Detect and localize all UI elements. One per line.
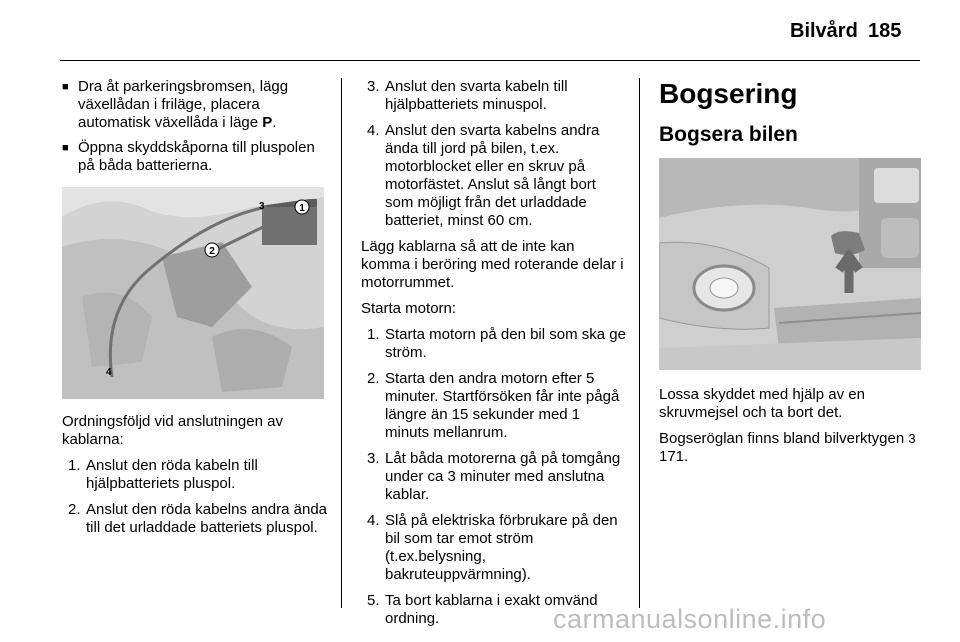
bullet-item bbox=[62, 78, 327, 132]
header-title: Bilvård bbox=[790, 20, 858, 42]
figure-label: 3 bbox=[259, 201, 265, 212]
watermark-text[interactable]: carmanualsonline.info bbox=[553, 604, 827, 634]
step-text: Anslut den svarta kabeln till hjälpbatteriets minuspol. bbox=[385, 78, 568, 113]
bullet-text: Dra åt parkeringsbromsen, lägg växellådan i friläge, placera automatisk växellåda i läge bbox=[78, 78, 289, 131]
bullet-text: Öppna skyddskåporna till pluspolen på båda batterierna. bbox=[78, 139, 315, 174]
step-text: Anslut den röda kabeln till hjälpbatteriets pluspol. bbox=[86, 457, 258, 492]
page-number: 185 bbox=[868, 20, 902, 42]
step-text: Ta bort kablarna i exakt omvänd ordning. bbox=[385, 592, 598, 627]
step-item bbox=[361, 512, 626, 584]
step-item bbox=[361, 122, 626, 230]
paragraph-text: Bogseröglan finns bland bilverktygen bbox=[659, 430, 909, 447]
bullet-item bbox=[62, 139, 327, 175]
paragraph: Lägg kablarna så att de inte kan komma i beröring med roterande delar i motorrummet. bbox=[361, 238, 624, 291]
step-text: Låt båda motorerna gå på tomgång under ca 3 minuter med anslutna kablar. bbox=[385, 450, 621, 503]
step-number: 1. bbox=[68, 457, 81, 474]
step-text: Starta motorn på den bil som ska ge ström. bbox=[385, 326, 626, 361]
figure-label: 2 bbox=[209, 246, 215, 257]
column-divider bbox=[639, 78, 640, 608]
column-2 bbox=[361, 78, 626, 636]
engine-bay-figure bbox=[62, 187, 324, 399]
step-number: 5. bbox=[367, 592, 380, 609]
paragraph bbox=[659, 430, 921, 466]
section-heading: Bogsering bbox=[659, 78, 798, 109]
step-text: Anslut den röda kabelns andra ända till det urladdade batteriets pluspol. bbox=[86, 501, 328, 536]
bold-text: P bbox=[262, 114, 273, 131]
column-divider bbox=[341, 78, 342, 608]
step-item bbox=[361, 370, 626, 442]
figure-label: 1 bbox=[299, 203, 305, 214]
step-number: 3. bbox=[367, 78, 380, 95]
header-divider bbox=[60, 60, 920, 61]
step-item bbox=[62, 457, 327, 493]
step-item bbox=[361, 450, 626, 504]
page-reference[interactable]: 171. bbox=[659, 448, 689, 465]
step-text: Starta den andra motorn efter 5 minuter. Startförsöken får inte pågå längre än 15 sekunder med 1 minuts mellanrum. bbox=[385, 370, 620, 441]
paragraph: Starta motorn: bbox=[361, 300, 457, 317]
step-item bbox=[62, 501, 327, 537]
subsection-heading: Bogsera bilen bbox=[659, 123, 798, 146]
step-number: 3. bbox=[367, 450, 380, 467]
step-number: 4. bbox=[367, 122, 380, 139]
step-number: 1. bbox=[367, 326, 380, 343]
step-number: 4. bbox=[367, 512, 380, 529]
step-number: 2. bbox=[68, 501, 81, 518]
step-text: Slå på elektriska förbrukare på den bil som tar emot ström (t.ex.belysning, bakruteuppvärmning). bbox=[385, 512, 618, 583]
column-3 bbox=[659, 78, 921, 474]
front-bumper-figure bbox=[659, 158, 921, 370]
step-item bbox=[361, 78, 626, 114]
paragraph: Lossa skyddet med hjälp av en skruvmejsel och ta bort det. bbox=[659, 386, 865, 421]
column-1 bbox=[62, 78, 327, 545]
figure-label: 4 bbox=[106, 367, 112, 378]
arrow-ref-icon: 3 bbox=[908, 431, 916, 446]
step-number: 2. bbox=[367, 370, 380, 387]
bullet-tail: . bbox=[272, 114, 277, 131]
caption-text: Ordningsföljd vid anslutningen av kablarna: bbox=[62, 413, 283, 448]
step-item bbox=[361, 326, 626, 362]
step-text: Anslut den svarta kabelns andra ända till jord på bilen, t.ex. motorblocket eller en skruv på motorfästet. Anslut så långt bort som möjligt från det urladdade batteriet, minst 60 cm. bbox=[385, 122, 600, 229]
